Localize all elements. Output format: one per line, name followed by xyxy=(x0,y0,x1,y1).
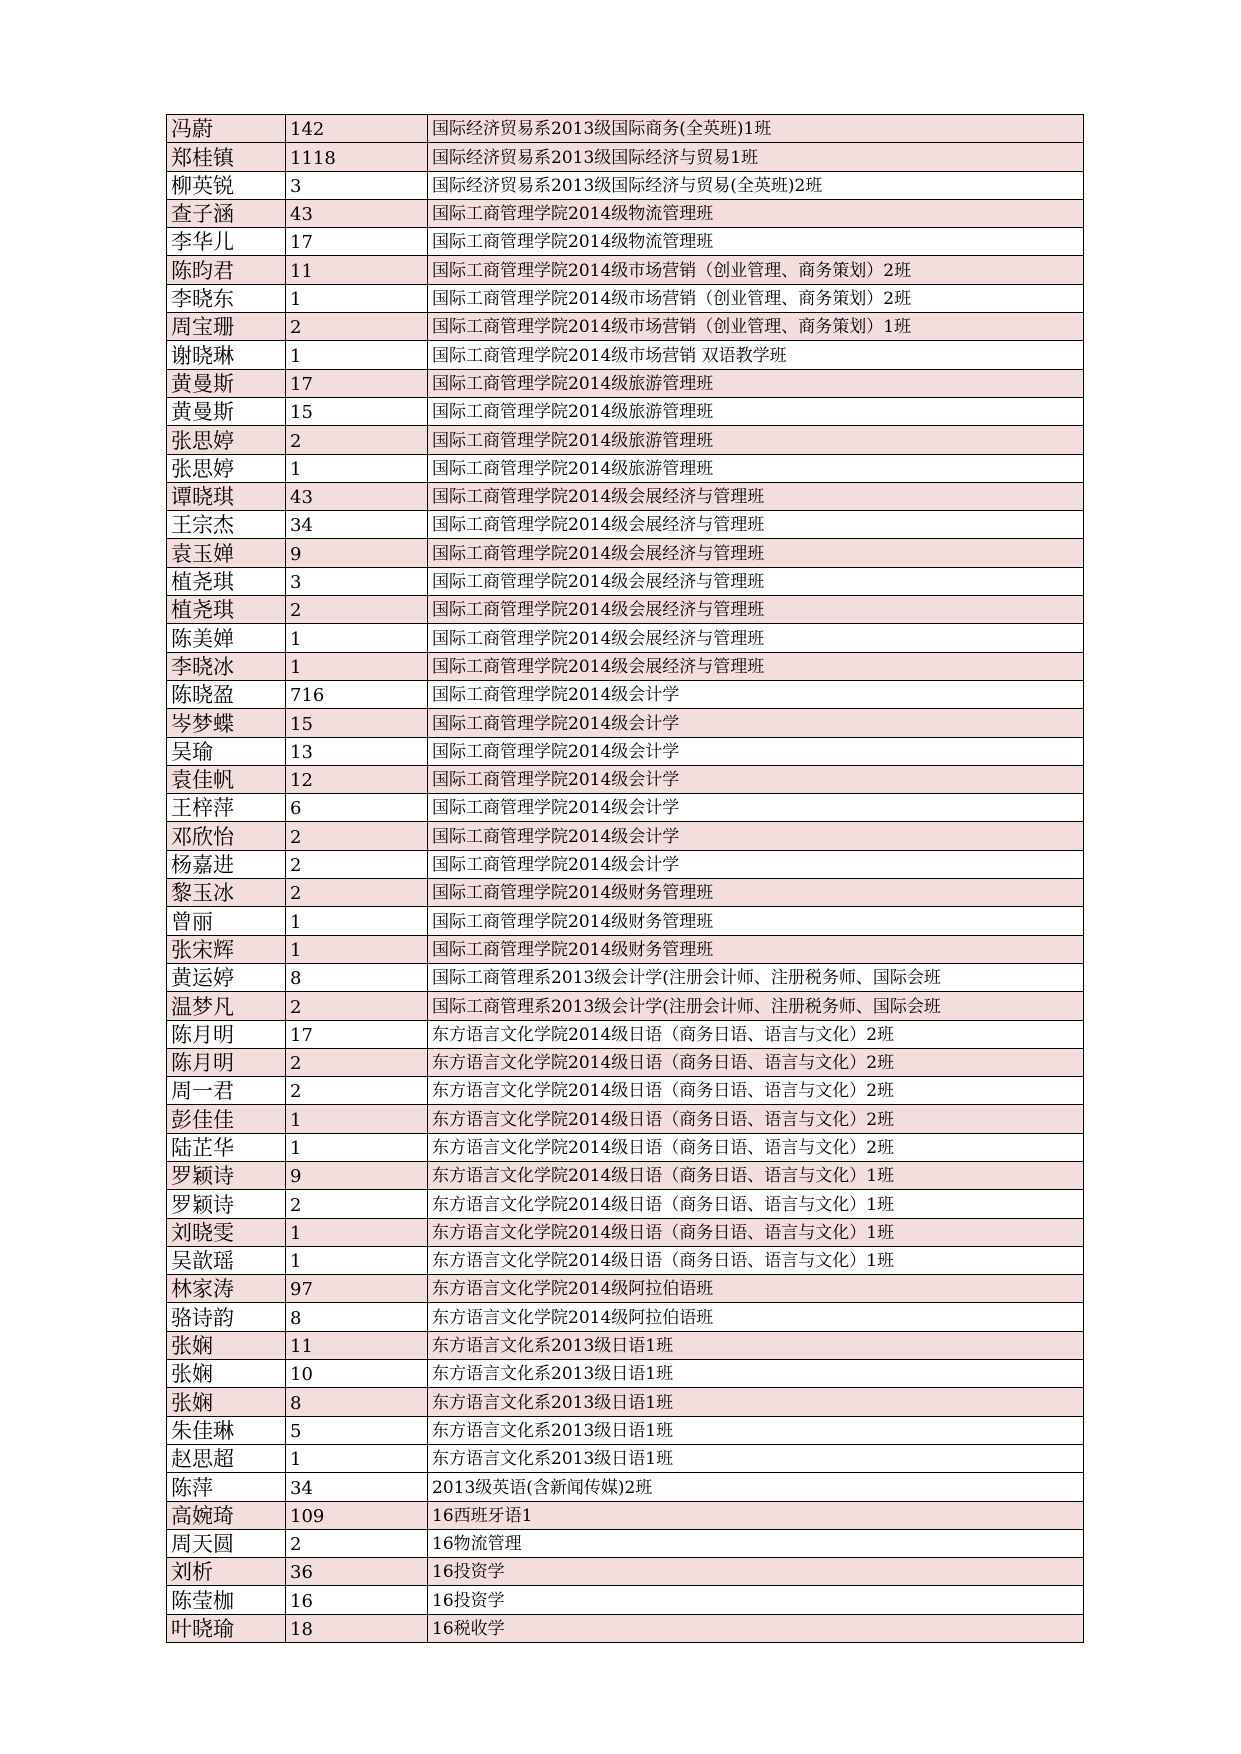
count-cell: 1 xyxy=(286,652,428,680)
student-name-cell: 林家涛 xyxy=(167,1275,286,1303)
table-row xyxy=(167,1105,1084,1133)
student-name-cell: 植尧琪 xyxy=(167,567,286,595)
class-name-cell: 东方语言文化学院2014级日语（商务日语、语言与文化）2班 xyxy=(428,1133,1084,1161)
table-row xyxy=(167,737,1084,765)
student-name-cell: 王梓萍 xyxy=(167,794,286,822)
student-name-cell: 张娴 xyxy=(167,1388,286,1416)
count-cell: 2 xyxy=(286,1077,428,1105)
count-cell: 1 xyxy=(286,454,428,482)
count-cell: 11 xyxy=(286,1331,428,1359)
class-name-cell: 国际工商管理学院2014级市场营销（创业管理、商务策划）2班 xyxy=(428,256,1084,284)
student-name-cell: 冯蔚 xyxy=(167,115,286,143)
count-cell: 9 xyxy=(286,1161,428,1189)
student-name-cell: 陈晓盈 xyxy=(167,680,286,708)
table-row xyxy=(167,1303,1084,1331)
student-name-cell: 黄曼斯 xyxy=(167,397,286,425)
class-name-cell: 16投资学 xyxy=(428,1586,1084,1614)
class-name-cell: 东方语言文化学院2014级日语（商务日语、语言与文化）2班 xyxy=(428,1048,1084,1076)
count-cell: 34 xyxy=(286,1473,428,1501)
class-name-cell: 国际工商管理学院2014级旅游管理班 xyxy=(428,454,1084,482)
count-cell: 3 xyxy=(286,567,428,595)
student-name-cell: 邓欣怡 xyxy=(167,822,286,850)
count-cell: 8 xyxy=(286,1303,428,1331)
class-name-cell: 国际工商管理学院2014级会展经济与管理班 xyxy=(428,539,1084,567)
table-row xyxy=(167,567,1084,595)
class-name-cell: 国际工商管理系2013级会计学(注册会计师、注册税务师、国际会班 xyxy=(428,992,1084,1020)
table-row xyxy=(167,907,1084,935)
student-name-cell: 陈莹枷 xyxy=(167,1586,286,1614)
student-name-cell: 陈萍 xyxy=(167,1473,286,1501)
class-name-cell: 东方语言文化学院2014级日语（商务日语、语言与文化）2班 xyxy=(428,1020,1084,1048)
count-cell: 17 xyxy=(286,228,428,256)
student-name-cell: 温梦凡 xyxy=(167,992,286,1020)
student-name-cell: 袁玉婵 xyxy=(167,539,286,567)
table-row xyxy=(167,850,1084,878)
table-row xyxy=(167,426,1084,454)
class-name-cell: 国际工商管理系2013级会计学(注册会计师、注册税务师、国际会班 xyxy=(428,963,1084,991)
class-name-cell: 国际经济贸易系2013级国际经济与贸易1班 xyxy=(428,143,1084,171)
student-name-cell: 谭晓琪 xyxy=(167,482,286,510)
table-row xyxy=(167,992,1084,1020)
table-row xyxy=(167,1048,1084,1076)
student-name-cell: 张思婷 xyxy=(167,454,286,482)
class-name-cell: 国际工商管理学院2014级会计学 xyxy=(428,850,1084,878)
table-row xyxy=(167,511,1084,539)
count-cell: 6 xyxy=(286,794,428,822)
class-name-cell: 16投资学 xyxy=(428,1558,1084,1586)
count-cell: 1 xyxy=(286,624,428,652)
count-cell: 97 xyxy=(286,1275,428,1303)
table-row xyxy=(167,1529,1084,1557)
student-name-cell: 赵思超 xyxy=(167,1444,286,1472)
count-cell: 1 xyxy=(286,341,428,369)
table-row xyxy=(167,1558,1084,1586)
class-name-cell: 国际工商管理学院2014级会计学 xyxy=(428,680,1084,708)
count-cell: 13 xyxy=(286,737,428,765)
count-cell: 1 xyxy=(286,907,428,935)
student-name-cell: 黎玉冰 xyxy=(167,879,286,907)
table-row xyxy=(167,1586,1084,1614)
class-name-cell: 东方语言文化学院2014级日语（商务日语、语言与文化）2班 xyxy=(428,1105,1084,1133)
student-name-cell: 陆芷华 xyxy=(167,1133,286,1161)
count-cell: 1 xyxy=(286,284,428,312)
count-cell: 16 xyxy=(286,1586,428,1614)
table-row xyxy=(167,765,1084,793)
student-name-cell: 陈月明 xyxy=(167,1020,286,1048)
count-cell: 3 xyxy=(286,171,428,199)
count-cell: 1 xyxy=(286,1133,428,1161)
count-cell: 716 xyxy=(286,680,428,708)
table-row xyxy=(167,1360,1084,1388)
class-name-cell: 东方语言文化系2013级日语1班 xyxy=(428,1416,1084,1444)
student-name-cell: 柳英锐 xyxy=(167,171,286,199)
student-name-cell: 吴瑜 xyxy=(167,737,286,765)
student-name-cell: 杨嘉进 xyxy=(167,850,286,878)
student-name-cell: 叶晓瑜 xyxy=(167,1614,286,1642)
class-name-cell: 国际工商管理学院2014级会计学 xyxy=(428,709,1084,737)
count-cell: 2 xyxy=(286,313,428,341)
table-row xyxy=(167,1388,1084,1416)
table-row xyxy=(167,596,1084,624)
class-name-cell: 国际工商管理学院2014级会展经济与管理班 xyxy=(428,596,1084,624)
class-name-cell: 东方语言文化学院2014级日语（商务日语、语言与文化）1班 xyxy=(428,1246,1084,1274)
count-cell: 10 xyxy=(286,1360,428,1388)
table-row xyxy=(167,1246,1084,1274)
student-name-cell: 袁佳帆 xyxy=(167,765,286,793)
class-name-cell: 国际工商管理学院2014级会展经济与管理班 xyxy=(428,511,1084,539)
table-row xyxy=(167,652,1084,680)
table-row xyxy=(167,482,1084,510)
student-name-cell: 黄曼斯 xyxy=(167,369,286,397)
class-name-cell: 东方语言文化系2013级日语1班 xyxy=(428,1360,1084,1388)
table-row xyxy=(167,963,1084,991)
student-name-cell: 刘析 xyxy=(167,1558,286,1586)
table-row xyxy=(167,1331,1084,1359)
count-cell: 2 xyxy=(286,992,428,1020)
student-name-cell: 岑梦蝶 xyxy=(167,709,286,737)
class-name-cell: 国际工商管理学院2014级物流管理班 xyxy=(428,228,1084,256)
count-cell: 5 xyxy=(286,1416,428,1444)
count-cell: 1 xyxy=(286,1218,428,1246)
count-cell: 1 xyxy=(286,1444,428,1472)
class-name-cell: 东方语言文化系2013级日语1班 xyxy=(428,1388,1084,1416)
table-row xyxy=(167,935,1084,963)
student-name-cell: 陈美婵 xyxy=(167,624,286,652)
table-row xyxy=(167,1275,1084,1303)
class-name-cell: 国际工商管理学院2014级财务管理班 xyxy=(428,935,1084,963)
student-name-cell: 罗颖诗 xyxy=(167,1161,286,1189)
table-row xyxy=(167,1161,1084,1189)
count-cell: 8 xyxy=(286,963,428,991)
table-row xyxy=(167,1190,1084,1218)
class-name-cell: 国际工商管理学院2014级旅游管理班 xyxy=(428,397,1084,425)
student-name-cell: 李华儿 xyxy=(167,228,286,256)
table-row xyxy=(167,228,1084,256)
table-row xyxy=(167,143,1084,171)
table-row xyxy=(167,709,1084,737)
count-cell: 2 xyxy=(286,822,428,850)
count-cell: 1118 xyxy=(286,143,428,171)
table-row xyxy=(167,539,1084,567)
count-cell: 2 xyxy=(286,1190,428,1218)
student-name-cell: 陈月明 xyxy=(167,1048,286,1076)
table-row xyxy=(167,1077,1084,1105)
count-cell: 12 xyxy=(286,765,428,793)
student-name-cell: 骆诗韵 xyxy=(167,1303,286,1331)
table-row xyxy=(167,1473,1084,1501)
student-name-cell: 王宗杰 xyxy=(167,511,286,539)
table-row xyxy=(167,115,1084,143)
student-name-cell: 张宋辉 xyxy=(167,935,286,963)
roster-table xyxy=(166,114,1084,1643)
table-row xyxy=(167,1020,1084,1048)
table-row xyxy=(167,284,1084,312)
table-row xyxy=(167,680,1084,708)
class-name-cell: 2013级英语(含新闻传媒)2班 xyxy=(428,1473,1084,1501)
class-name-cell: 国际工商管理学院2014级会展经济与管理班 xyxy=(428,482,1084,510)
class-name-cell: 东方语言文化学院2014级日语（商务日语、语言与文化）1班 xyxy=(428,1161,1084,1189)
student-name-cell: 张思婷 xyxy=(167,426,286,454)
count-cell: 2 xyxy=(286,596,428,624)
student-name-cell: 查子涵 xyxy=(167,199,286,227)
class-name-cell: 国际工商管理学院2014级会展经济与管理班 xyxy=(428,624,1084,652)
student-name-cell: 曾丽 xyxy=(167,907,286,935)
table-row xyxy=(167,341,1084,369)
class-name-cell: 国际工商管理学院2014级物流管理班 xyxy=(428,199,1084,227)
student-name-cell: 郑桂镇 xyxy=(167,143,286,171)
count-cell: 8 xyxy=(286,1388,428,1416)
student-name-cell: 罗颖诗 xyxy=(167,1190,286,1218)
count-cell: 2 xyxy=(286,879,428,907)
roster-table-body xyxy=(167,115,1084,1643)
class-name-cell: 国际工商管理学院2014级会展经济与管理班 xyxy=(428,652,1084,680)
student-name-cell: 周一君 xyxy=(167,1077,286,1105)
student-name-cell: 彭佳佳 xyxy=(167,1105,286,1133)
student-name-cell: 张娴 xyxy=(167,1360,286,1388)
count-cell: 2 xyxy=(286,426,428,454)
class-name-cell: 东方语言文化学院2014级日语（商务日语、语言与文化）1班 xyxy=(428,1190,1084,1218)
count-cell: 9 xyxy=(286,539,428,567)
count-cell: 1 xyxy=(286,1246,428,1274)
count-cell: 17 xyxy=(286,369,428,397)
table-row xyxy=(167,454,1084,482)
table-row xyxy=(167,1133,1084,1161)
count-cell: 36 xyxy=(286,1558,428,1586)
class-name-cell: 国际工商管理学院2014级会计学 xyxy=(428,822,1084,850)
table-row xyxy=(167,313,1084,341)
student-name-cell: 谢晓琳 xyxy=(167,341,286,369)
student-name-cell: 黄运婷 xyxy=(167,963,286,991)
student-name-cell: 张娴 xyxy=(167,1331,286,1359)
class-name-cell: 国际工商管理学院2014级市场营销（创业管理、商务策划）1班 xyxy=(428,313,1084,341)
table-row xyxy=(167,1501,1084,1529)
count-cell: 142 xyxy=(286,115,428,143)
class-name-cell: 国际工商管理学院2014级财务管理班 xyxy=(428,907,1084,935)
count-cell: 2 xyxy=(286,1048,428,1076)
count-cell: 15 xyxy=(286,709,428,737)
class-name-cell: 东方语言文化学院2014级日语（商务日语、语言与文化）1班 xyxy=(428,1218,1084,1246)
class-name-cell: 东方语言文化系2013级日语1班 xyxy=(428,1331,1084,1359)
class-name-cell: 东方语言文化系2013级日语1班 xyxy=(428,1444,1084,1472)
count-cell: 43 xyxy=(286,199,428,227)
class-name-cell: 国际工商管理学院2014级旅游管理班 xyxy=(428,426,1084,454)
student-name-cell: 朱佳琳 xyxy=(167,1416,286,1444)
student-name-cell: 吴歆瑶 xyxy=(167,1246,286,1274)
class-name-cell: 16物流管理 xyxy=(428,1529,1084,1557)
table-row xyxy=(167,822,1084,850)
table-row xyxy=(167,1416,1084,1444)
student-name-cell: 周宝珊 xyxy=(167,313,286,341)
table-row xyxy=(167,1218,1084,1246)
table-row xyxy=(167,256,1084,284)
table-row xyxy=(167,397,1084,425)
table-row xyxy=(167,1614,1084,1642)
student-name-cell: 李晓冰 xyxy=(167,652,286,680)
student-name-cell: 高婉琦 xyxy=(167,1501,286,1529)
count-cell: 1 xyxy=(286,1105,428,1133)
table-row xyxy=(167,1444,1084,1472)
count-cell: 1 xyxy=(286,935,428,963)
class-name-cell: 东方语言文化学院2014级阿拉伯语班 xyxy=(428,1275,1084,1303)
table-row xyxy=(167,171,1084,199)
table-row xyxy=(167,624,1084,652)
count-cell: 2 xyxy=(286,1529,428,1557)
class-name-cell: 国际经济贸易系2013级国际商务(全英班)1班 xyxy=(428,115,1084,143)
class-name-cell: 16西班牙语1 xyxy=(428,1501,1084,1529)
class-name-cell: 国际工商管理学院2014级会展经济与管理班 xyxy=(428,567,1084,595)
count-cell: 18 xyxy=(286,1614,428,1642)
class-name-cell: 国际工商管理学院2014级市场营销 双语教学班 xyxy=(428,341,1084,369)
class-name-cell: 国际工商管理学院2014级市场营销（创业管理、商务策划）2班 xyxy=(428,284,1084,312)
class-name-cell: 国际工商管理学院2014级财务管理班 xyxy=(428,879,1084,907)
class-name-cell: 国际工商管理学院2014级会计学 xyxy=(428,737,1084,765)
class-name-cell: 东方语言文化学院2014级阿拉伯语班 xyxy=(428,1303,1084,1331)
count-cell: 2 xyxy=(286,850,428,878)
table-row xyxy=(167,879,1084,907)
student-name-cell: 陈昀君 xyxy=(167,256,286,284)
count-cell: 34 xyxy=(286,511,428,539)
class-name-cell: 国际工商管理学院2014级会计学 xyxy=(428,765,1084,793)
count-cell: 15 xyxy=(286,397,428,425)
class-name-cell: 国际工商管理学院2014级旅游管理班 xyxy=(428,369,1084,397)
student-name-cell: 李晓东 xyxy=(167,284,286,312)
class-name-cell: 国际工商管理学院2014级会计学 xyxy=(428,794,1084,822)
student-name-cell: 周天圆 xyxy=(167,1529,286,1557)
count-cell: 11 xyxy=(286,256,428,284)
student-name-cell: 植尧琪 xyxy=(167,596,286,624)
class-name-cell: 16税收学 xyxy=(428,1614,1084,1642)
table-row xyxy=(167,369,1084,397)
table-row xyxy=(167,794,1084,822)
class-name-cell: 国际经济贸易系2013级国际经济与贸易(全英班)2班 xyxy=(428,171,1084,199)
class-name-cell: 东方语言文化学院2014级日语（商务日语、语言与文化）2班 xyxy=(428,1077,1084,1105)
count-cell: 17 xyxy=(286,1020,428,1048)
count-cell: 109 xyxy=(286,1501,428,1529)
spreadsheet-page xyxy=(166,114,1084,1643)
table-row xyxy=(167,199,1084,227)
student-name-cell: 刘晓雯 xyxy=(167,1218,286,1246)
count-cell: 43 xyxy=(286,482,428,510)
